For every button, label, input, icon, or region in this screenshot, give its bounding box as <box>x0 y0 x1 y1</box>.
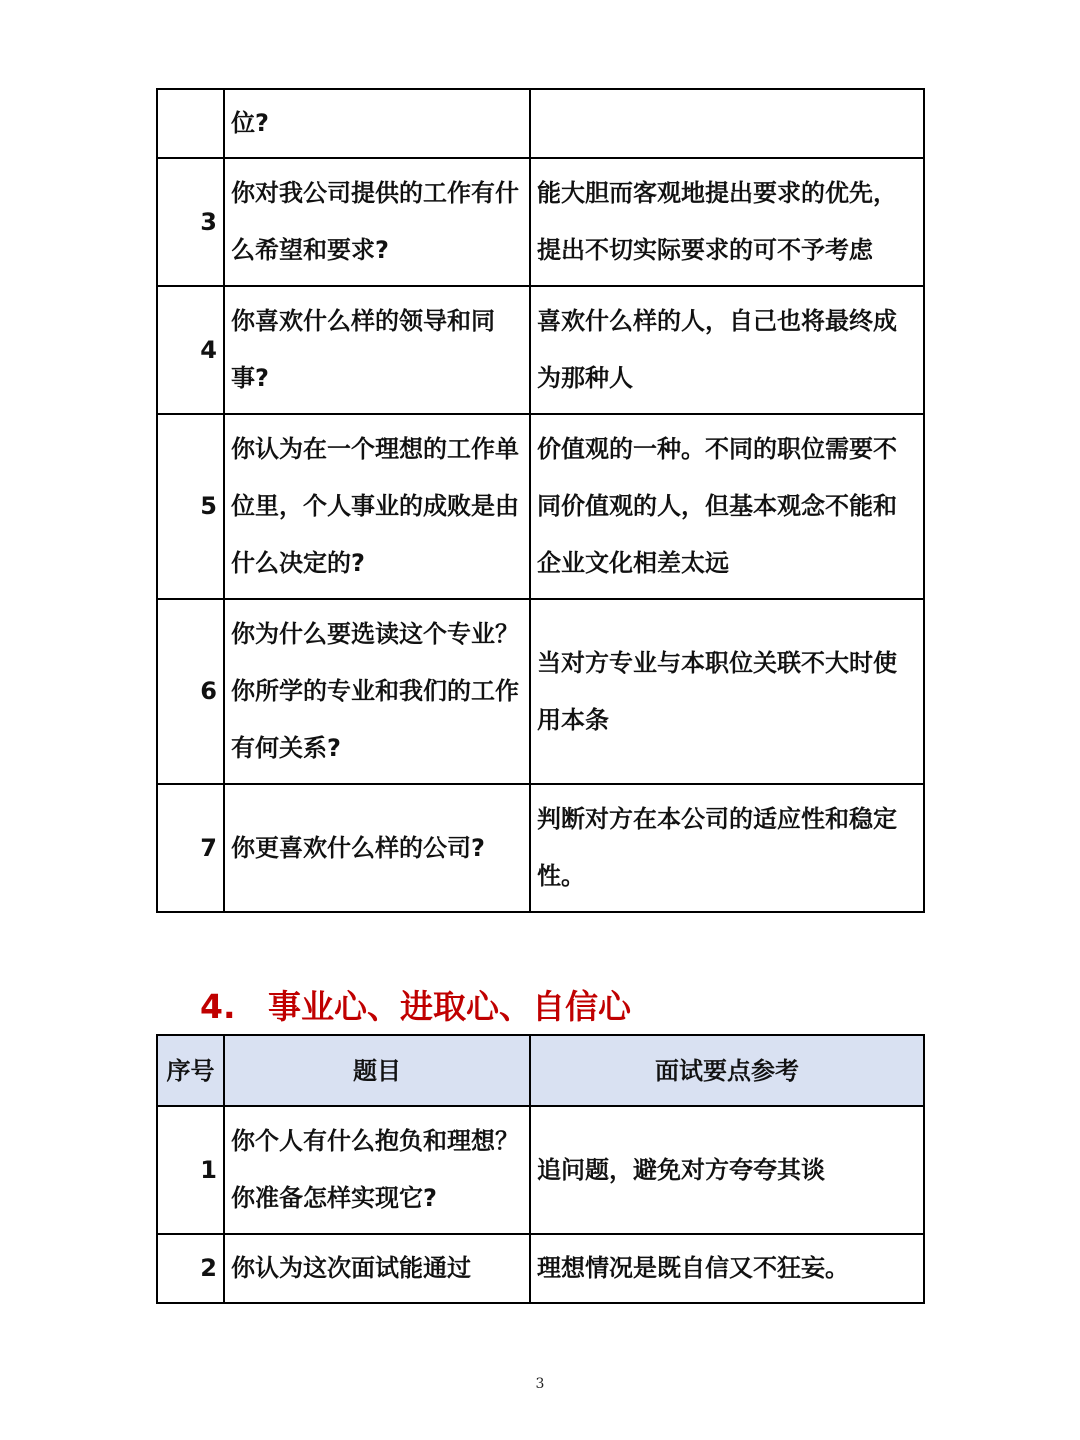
header-number: 序号 <box>157 1035 224 1106</box>
row-number: 3 <box>157 158 224 286</box>
reference-cell: 追问题，避免对方夸夸其谈 <box>530 1106 924 1234</box>
reference-cell: 判断对方在本公司的适应性和稳定性。 <box>530 784 924 912</box>
table-row <box>157 414 924 599</box>
question-table-continued <box>156 88 925 913</box>
row-number: 4 <box>157 286 224 414</box>
question-cell: 你对我公司提供的工作有什么希望和要求? <box>224 158 530 286</box>
question-cell: 你更喜欢什么样的公司? <box>224 784 530 912</box>
header-question: 题目 <box>224 1035 530 1106</box>
row-number: 5 <box>157 414 224 599</box>
question-cell: 你为什么要选读这个专业？你所学的专业和我们的工作有何关系? <box>224 599 530 784</box>
table-row <box>157 89 924 158</box>
table-header-row <box>157 1035 924 1106</box>
question-cell: 你认为这次面试能通过 <box>224 1234 530 1303</box>
table-row <box>157 1234 924 1303</box>
question-cell: 位? <box>224 89 530 158</box>
header-reference: 面试要点参考 <box>530 1035 924 1106</box>
question-cell: 你认为在一个理想的工作单位里，个人事业的成败是由什么决定的? <box>224 414 530 599</box>
section-heading <box>200 982 631 1032</box>
table-row <box>157 784 924 912</box>
table-row <box>157 599 924 784</box>
row-number: 6 <box>157 599 224 784</box>
section-title-text: 事业心、进取心、自信心 <box>268 987 631 1026</box>
reference-cell: 喜欢什么样的人，自己也将最终成为那种人 <box>530 286 924 414</box>
row-number: 2 <box>157 1234 224 1303</box>
table-row <box>157 286 924 414</box>
row-number: 1 <box>157 1106 224 1234</box>
reference-cell: 理想情况是既自信又不狂妄。 <box>530 1234 924 1303</box>
question-cell: 你喜欢什么样的领导和同事? <box>224 286 530 414</box>
table-row <box>157 158 924 286</box>
page-number: 3 <box>535 1376 545 1392</box>
reference-cell <box>530 89 924 158</box>
question-cell: 你个人有什么抱负和理想？你准备怎样实现它? <box>224 1106 530 1234</box>
question-table <box>156 1034 925 1304</box>
reference-cell: 当对方专业与本职位关联不大时使用本条 <box>530 599 924 784</box>
table-row <box>157 1106 924 1234</box>
row-number: 7 <box>157 784 224 912</box>
reference-cell: 能大胆而客观地提出要求的优先，提出不切实际要求的可不予考虑 <box>530 158 924 286</box>
section-number: 4. <box>200 987 236 1026</box>
reference-cell: 价值观的一种。不同的职位需要不同价值观的人，但基本观念不能和企业文化相差太远 <box>530 414 924 599</box>
row-number <box>157 89 224 158</box>
